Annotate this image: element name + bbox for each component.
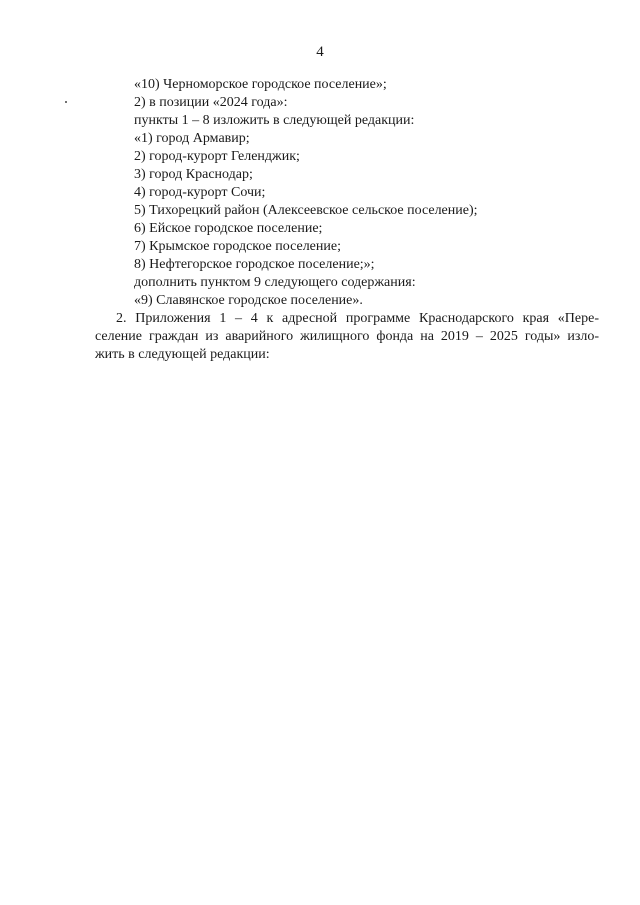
paragraph-appendices (95, 310, 599, 364)
paragraph-row: жить в следующей редакции: (95, 347, 270, 362)
list-line: 6) Ейское городское поселение; (134, 221, 323, 236)
scan-speck (65, 101, 67, 103)
list-line: «10) Черноморское городское поселение»; (134, 77, 387, 92)
list-line: 5) Тихорецкий район (Алексеевское сельское поселение); (134, 203, 478, 218)
list-line: «9) Славянское городское поселение». (134, 293, 363, 308)
list-line: 7) Крымское городское поселение; (134, 239, 341, 254)
list-line: дополнить пунктом 9 следующего содержания: (134, 275, 416, 290)
list-line: «1) город Армавир; (134, 131, 250, 146)
list-line: пункты 1 – 8 изложить в следующей редакции: (134, 113, 415, 128)
list-line: 2) город-курорт Геленджик; (134, 149, 300, 164)
paragraph-row: селение граждан из аварийного жилищного фонда на 2019 – 2025 годы» изло- (95, 329, 599, 344)
list-line: 3) город Краснодар; (134, 167, 253, 182)
list-line: 4) город-курорт Сочи; (134, 185, 266, 200)
list-line: 2) в позиции «2024 года»: (134, 95, 288, 110)
page-number: 4 (316, 44, 324, 60)
list-line: 8) Нефтегорское городское поселение;»; (134, 257, 375, 272)
paragraph-row: 2. Приложения 1 – 4 к адресной программе Краснодарского края «Пере- (116, 311, 599, 326)
